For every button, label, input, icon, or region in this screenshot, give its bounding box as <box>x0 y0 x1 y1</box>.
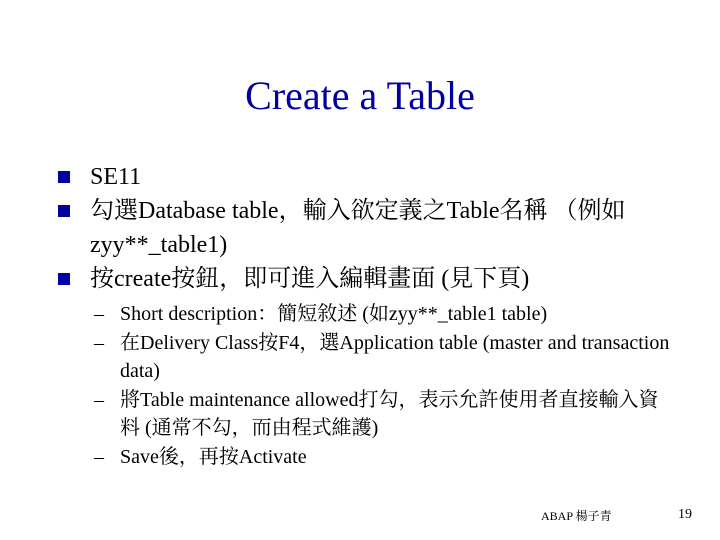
slide-title: Create a Table <box>245 73 475 118</box>
bullet-text: 勾選Database table，輸入欲定義之Table名稱 （例如zyy**_table1) <box>90 198 626 258</box>
sub-bullet-text: Save後，再按Activate <box>120 446 307 468</box>
square-bullet-icon <box>58 171 70 183</box>
sub-bullet-item <box>90 443 676 471</box>
sub-bullet-item <box>90 329 676 385</box>
bullet-text: 按create按鈕，即可進入編輯畫面 (見下頁) <box>90 266 530 292</box>
sub-bullet-item <box>90 386 676 442</box>
sub-bullet-text: 將Table maintenance allowed打勾，表示允許使用者直接輸入資料 (通常不勾，而由程式維護) <box>120 389 659 439</box>
square-bullet-icon <box>58 273 70 285</box>
bullet-text: SE11 <box>90 164 142 190</box>
bullet-item <box>56 160 676 194</box>
square-bullet-icon <box>58 205 70 217</box>
footer-author: ABAP 楊子青 <box>541 509 612 523</box>
bullet-list <box>56 160 676 472</box>
sub-bullet-item <box>90 300 676 328</box>
bullet-item <box>56 194 676 262</box>
page-number: 19 <box>678 507 692 522</box>
dash-marker: – <box>94 446 104 468</box>
sub-bullet-list <box>90 300 676 471</box>
bullet-item <box>56 262 676 296</box>
dash-marker: – <box>94 303 104 325</box>
sub-bullet-text: 在Delivery Class按F4，選Application table (master and transaction data) <box>120 332 670 382</box>
dash-marker: – <box>94 332 104 354</box>
sub-bullet-text: Short description：簡短敘述 (如zyy**_table1 table) <box>120 303 548 325</box>
dash-marker: – <box>94 389 104 411</box>
